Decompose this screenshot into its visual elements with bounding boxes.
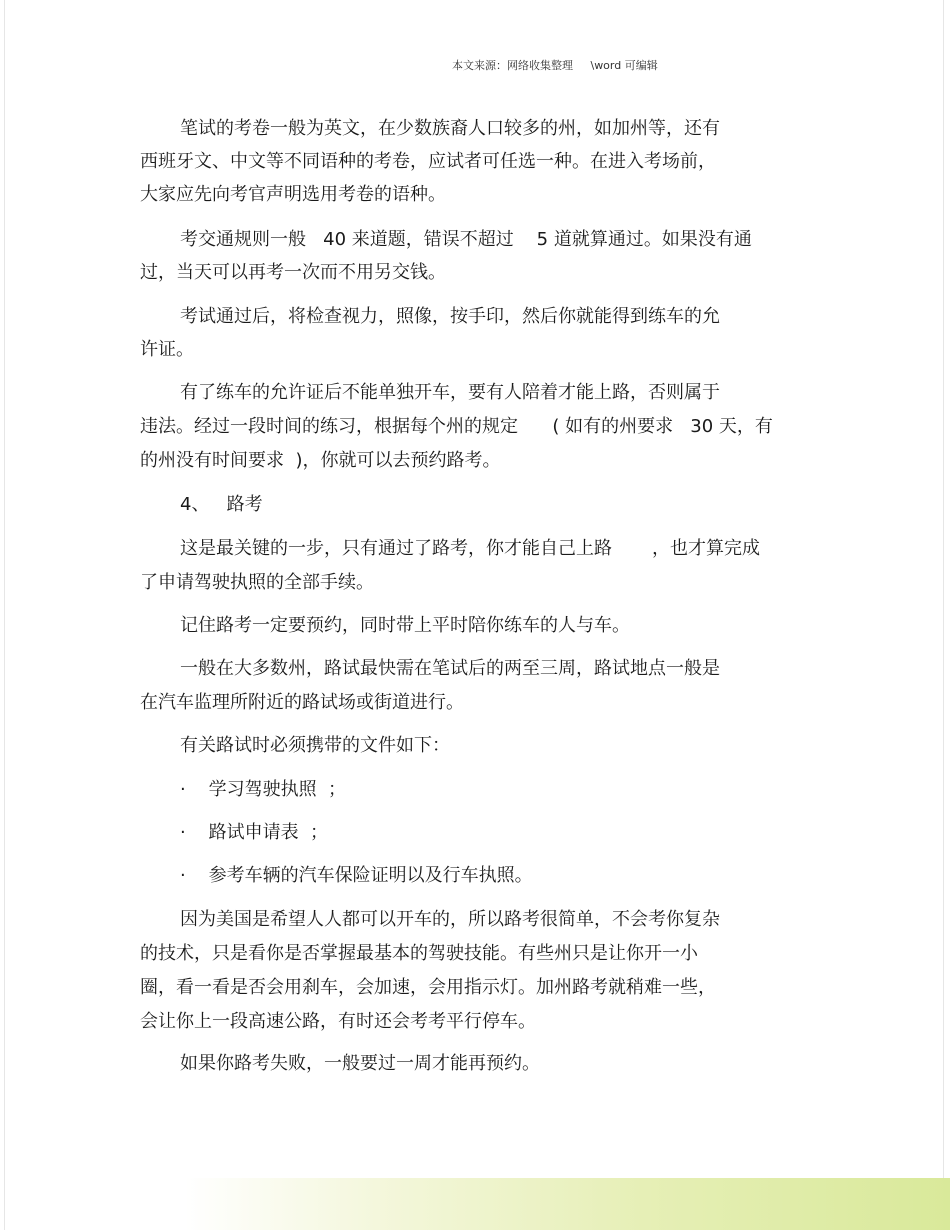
header-source-label: 本文来源：网络收集整理 <box>452 59 573 72</box>
text-line: 有了练车的允许证后不能单独开车，要有人陪着才能上路，否则属于 <box>180 382 720 403</box>
text-line: 在汽车监理所附近的路试场或街道进行。 <box>140 692 464 713</box>
text-line: · 参考车辆的汽车保险证明以及行车执照。 <box>180 865 533 886</box>
text-line: 笔试的考卷一般为英文，在少数族裔人口较多的州，如加州等，还有 <box>180 118 720 139</box>
text-line: 的州没有时间要求 )，你就可以去预约路考。 <box>140 450 501 471</box>
text-line: 圈，看一看是否会用刹车，会加速，会用指示灯。加州路考就稍难一些， <box>140 977 716 998</box>
text-line: 许证。 <box>140 339 194 360</box>
header-editable-label: \word 可编辑 <box>590 59 658 72</box>
text-line: · 学习驾驶执照 ； <box>180 779 347 800</box>
text-line: 的技术，只是看你是否掌握最基本的驾驶技能。有些州只是让你开一小 <box>140 943 698 964</box>
text-line: 大家应先向考官声明选用考卷的语种。 <box>140 184 446 205</box>
text-line: 过，当天可以再考一次而不用另交钱。 <box>140 262 446 283</box>
text-line: 了申请驾驶执照的全部手续。 <box>140 572 374 593</box>
page-header <box>452 57 658 73</box>
text-line: 有关路试时必须携带的文件如下： <box>180 735 450 756</box>
text-line: 考交通规则一般 40 来道题，错误不超过 5 道就算通过。如果没有通 <box>180 229 752 250</box>
text-line: 违法。经过一段时间的练习，根据每个州的规定 ( 如有的州要求 30 天，有 <box>140 416 773 437</box>
text-line: 因为美国是希望人人都可以开车的，所以路考很简单，不会考你复杂 <box>180 909 720 930</box>
text-line: 西班牙文、中文等不同语种的考卷，应试者可任选一种。在进入考场前， <box>140 151 716 172</box>
text-line: 如果你路考失败，一般要过一周才能再预约。 <box>180 1053 540 1074</box>
text-line: 考试通过后，将检查视力，照像，按手印，然后你就能得到练车的允 <box>180 306 720 327</box>
text-line: · 路试申请表 ； <box>180 822 329 843</box>
text-line: 记住路考一定要预约，同时带上平时陪你练车的人与车。 <box>180 615 630 636</box>
text-line: 一般在大多数州，路试最快需在笔试后的两至三周，路试地点一般是 <box>180 658 720 679</box>
decorative-bottom-gradient <box>185 1178 950 1230</box>
text-line: 这是最关键的一步，只有通过了路考，你才能自己上路 ，也才算完成 <box>180 538 761 559</box>
text-line: 会让你上一段高速公路，有时还会考考平行停车。 <box>140 1011 536 1032</box>
text-line: 4、 路考 <box>180 494 263 515</box>
